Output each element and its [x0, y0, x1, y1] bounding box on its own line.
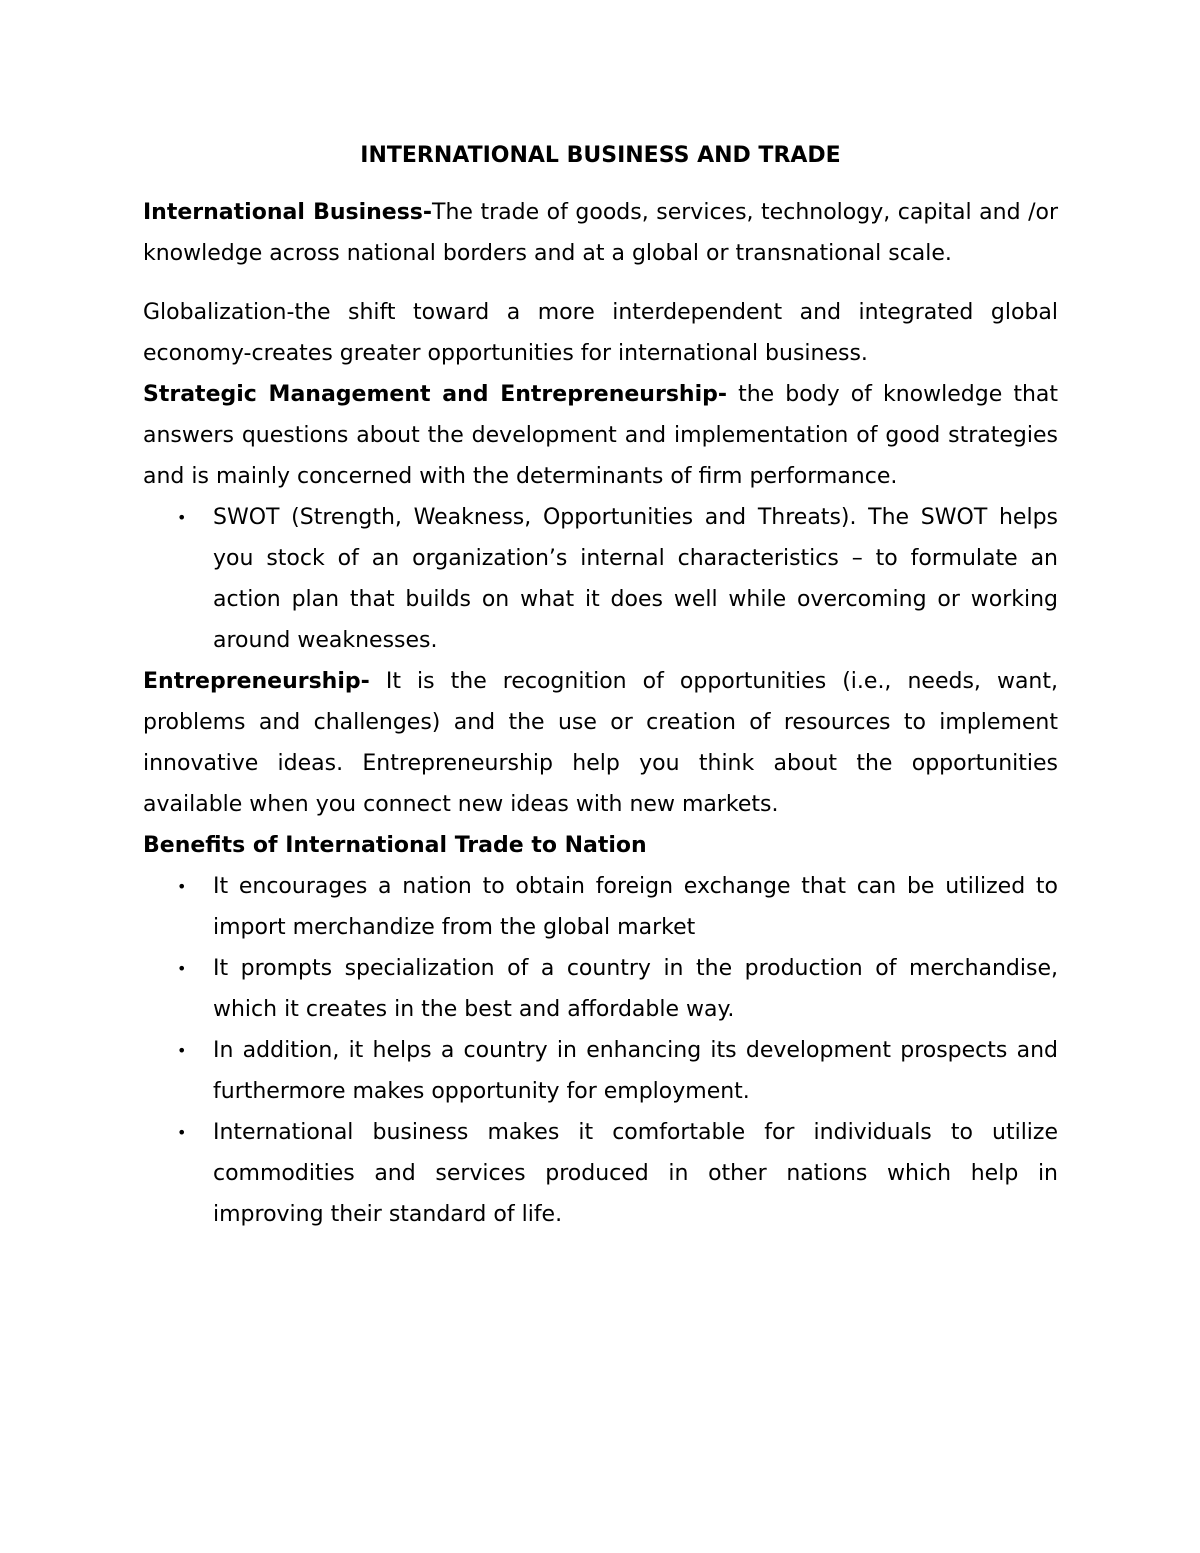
list-item-text: It encourages a nation to obtain foreign exchange that can be utilized to import merchandize from the global market [213, 874, 1058, 940]
list-item [143, 1112, 1058, 1235]
benefits-heading: Benefits of International Trade to Nation [143, 833, 647, 858]
bullet-icon: • [177, 1123, 187, 1142]
bullet-icon: • [177, 508, 187, 527]
bullet-icon: • [177, 1041, 187, 1060]
entrepreneurship-text: It is the recognition of opportunities (i.e., needs, want, problems and challenges) and the use or creation of resources to implement innovative ideas. Entrepreneurship help you think about the opportunities available when you connect new ideas with new markets. [143, 669, 1058, 817]
list-item-text: It prompts specialization of a country in the production of merchandise, which it creates in the best and affordable way. [213, 956, 1058, 1022]
list-item-text: International business makes it comfortable for individuals to utilize commodities and services produced in other nations which help in improving their standard of life. [213, 1120, 1058, 1227]
list-item [143, 1030, 1058, 1112]
document-page [143, 138, 1058, 1235]
strategic-bullet-list [143, 497, 1058, 661]
globalization-paragraph: Globalization-the shift toward a more interdependent and integrated global economy-creates greater opportunities for international business. [143, 300, 1058, 366]
benefits-bullet-list [143, 866, 1058, 1235]
strategic-paragraph [143, 374, 1058, 497]
entrepreneurship-paragraph [143, 661, 1058, 825]
bullet-icon: • [177, 959, 187, 978]
page-title: INTERNATIONAL BUSINESS AND TRADE [360, 143, 841, 168]
list-item [143, 497, 1058, 661]
intl-business-text: The trade of goods, services, technology, capital and /or knowledge across national borders and at a global or transnational scale. [143, 200, 1058, 266]
strategic-term: Strategic Management and Entrepreneurship- [143, 382, 727, 407]
list-item [143, 866, 1058, 948]
bullet-icon: • [177, 877, 187, 896]
intl-business-term: International Business- [143, 200, 433, 225]
strategic-text: the body of knowledge that answers questions about the development and implementation of good strategies and is mainly concerned with the determinants of firm performance. [143, 382, 1058, 489]
list-item [143, 948, 1058, 1030]
list-item-text: In addition, it helps a country in enhancing its development prospects and furthermore makes opportunity for employment. [213, 1038, 1058, 1104]
entrepreneurship-term: Entrepreneurship- [143, 669, 370, 694]
intl-business-paragraph [143, 192, 1058, 274]
list-item-text: SWOT (Strength, Weakness, Opportunities and Threats). The SWOT helps you stock of an organization’s internal characteristics – to formulate an action plan that builds on what it does well while overcoming or working around weaknesses. [213, 505, 1058, 653]
